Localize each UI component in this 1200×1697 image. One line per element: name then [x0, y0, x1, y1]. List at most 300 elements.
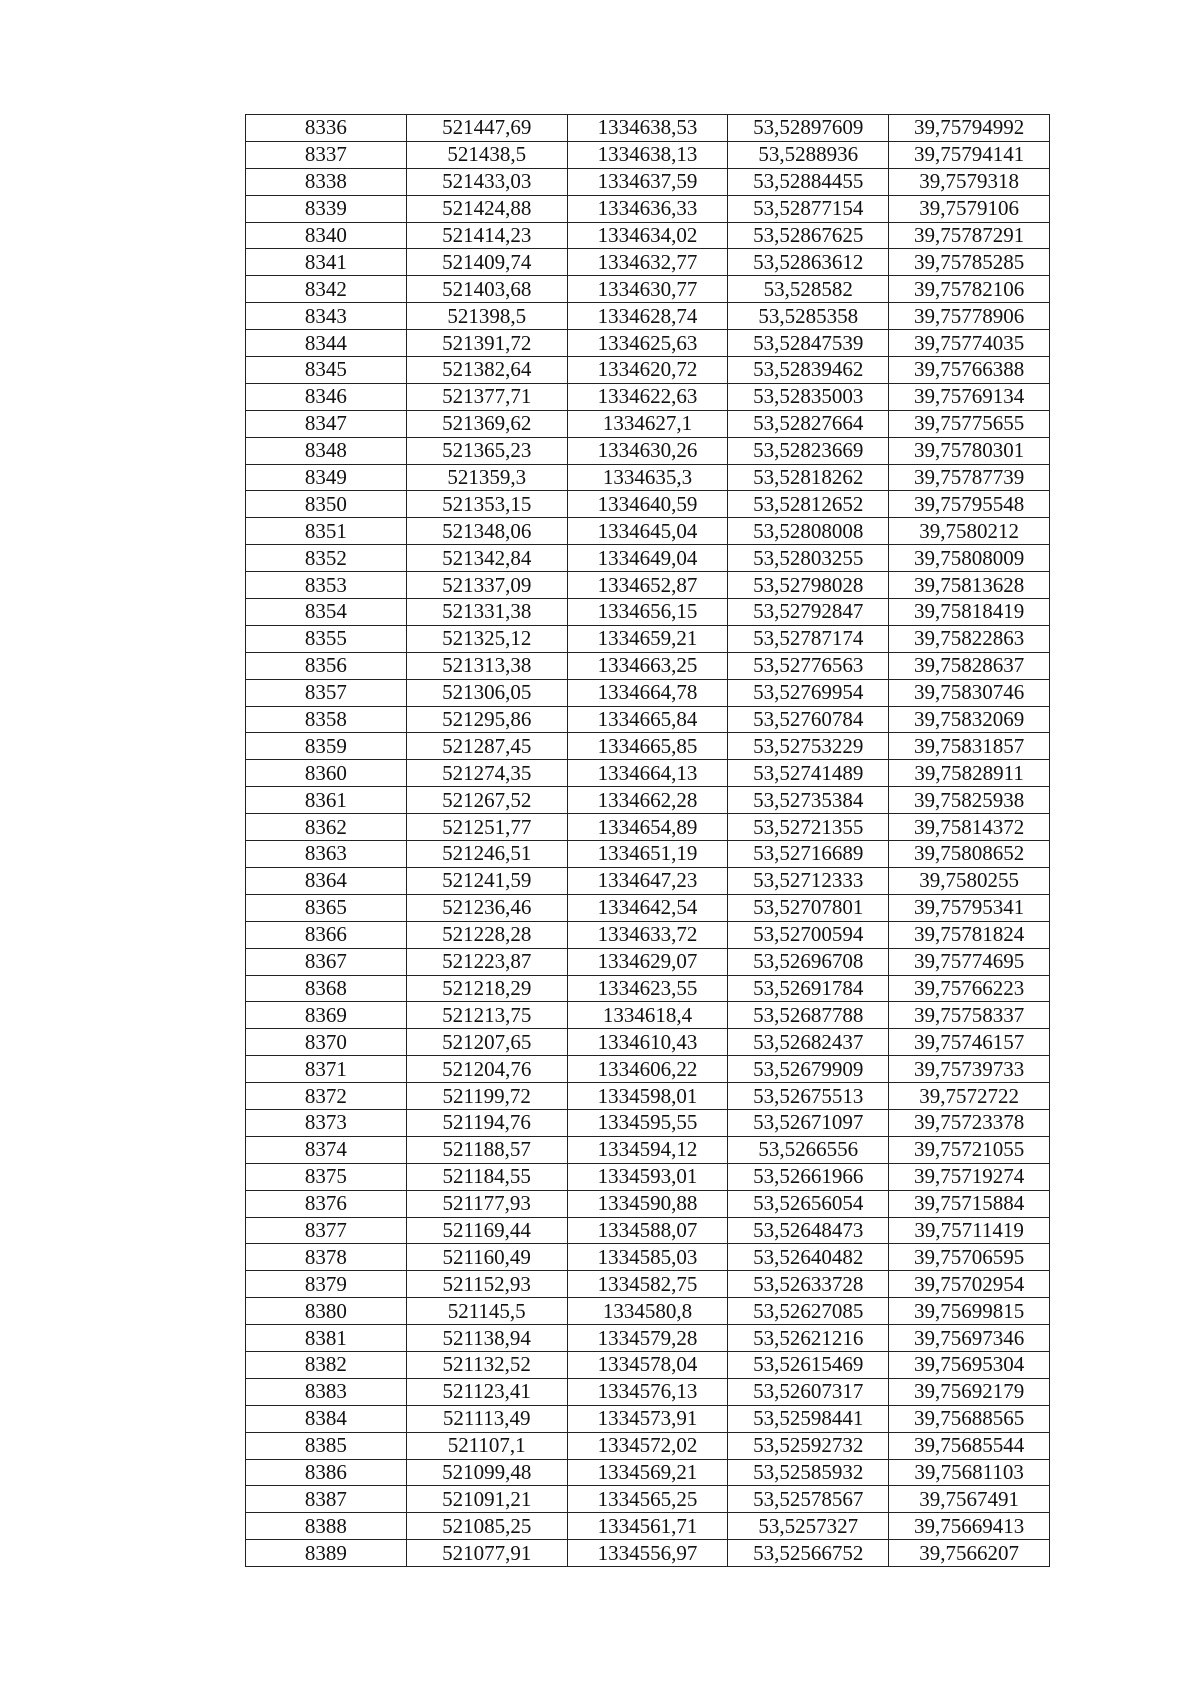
- latitude-cell: 53,52835003: [728, 383, 889, 410]
- point-number-cell: 8351: [246, 518, 407, 545]
- longitude-cell: 39,75699815: [889, 1298, 1050, 1325]
- x-coordinate-cell: 521274,35: [406, 760, 567, 787]
- point-number-cell: 8350: [246, 491, 407, 518]
- latitude-cell: 53,52598441: [728, 1405, 889, 1432]
- longitude-cell: 39,7580255: [889, 867, 1050, 894]
- y-coordinate-cell: 1334573,91: [567, 1405, 728, 1432]
- x-coordinate-cell: 521377,71: [406, 383, 567, 410]
- longitude-cell: 39,75781824: [889, 921, 1050, 948]
- table-row: [246, 867, 1050, 894]
- longitude-cell: 39,75828637: [889, 652, 1050, 679]
- latitude-cell: 53,52707801: [728, 894, 889, 921]
- y-coordinate-cell: 1334638,13: [567, 141, 728, 168]
- x-coordinate-cell: 521409,74: [406, 249, 567, 276]
- latitude-cell: 53,52607317: [728, 1378, 889, 1405]
- point-number-cell: 8359: [246, 733, 407, 760]
- latitude-cell: 53,52721355: [728, 814, 889, 841]
- y-coordinate-cell: 1334635,3: [567, 464, 728, 491]
- x-coordinate-cell: 521438,5: [406, 141, 567, 168]
- table-row: [246, 1056, 1050, 1083]
- point-number-cell: 8376: [246, 1190, 407, 1217]
- y-coordinate-cell: 1334645,04: [567, 518, 728, 545]
- longitude-cell: 39,75778906: [889, 303, 1050, 330]
- table-row: [246, 1217, 1050, 1244]
- table-row: [246, 195, 1050, 222]
- x-coordinate-cell: 521160,49: [406, 1244, 567, 1271]
- table-row: [246, 1405, 1050, 1432]
- x-coordinate-cell: 521313,38: [406, 652, 567, 679]
- table-row: [246, 1083, 1050, 1110]
- x-coordinate-cell: 521132,52: [406, 1351, 567, 1378]
- longitude-cell: 39,75721055: [889, 1136, 1050, 1163]
- y-coordinate-cell: 1334598,01: [567, 1083, 728, 1110]
- longitude-cell: 39,75775655: [889, 410, 1050, 437]
- table-row: [246, 733, 1050, 760]
- longitude-cell: 39,75795548: [889, 491, 1050, 518]
- point-number-cell: 8340: [246, 222, 407, 249]
- longitude-cell: 39,75782106: [889, 276, 1050, 303]
- y-coordinate-cell: 1334638,53: [567, 115, 728, 142]
- x-coordinate-cell: 521241,59: [406, 867, 567, 894]
- y-coordinate-cell: 1334640,59: [567, 491, 728, 518]
- table-row: [246, 545, 1050, 572]
- x-coordinate-cell: 521251,77: [406, 814, 567, 841]
- y-coordinate-cell: 1334630,77: [567, 276, 728, 303]
- y-coordinate-cell: 1334649,04: [567, 545, 728, 572]
- point-number-cell: 8361: [246, 787, 407, 814]
- latitude-cell: 53,52691784: [728, 975, 889, 1002]
- y-coordinate-cell: 1334665,84: [567, 706, 728, 733]
- point-number-cell: 8373: [246, 1109, 407, 1136]
- point-number-cell: 8343: [246, 303, 407, 330]
- longitude-cell: 39,7572722: [889, 1083, 1050, 1110]
- longitude-cell: 39,75814372: [889, 814, 1050, 841]
- latitude-cell: 53,52640482: [728, 1244, 889, 1271]
- table-row: [246, 1002, 1050, 1029]
- table-row: [246, 1351, 1050, 1378]
- y-coordinate-cell: 1334565,25: [567, 1486, 728, 1513]
- x-coordinate-cell: 521365,23: [406, 437, 567, 464]
- latitude-cell: 53,52823669: [728, 437, 889, 464]
- y-coordinate-cell: 1334630,26: [567, 437, 728, 464]
- latitude-cell: 53,5285358: [728, 303, 889, 330]
- x-coordinate-cell: 521204,76: [406, 1056, 567, 1083]
- y-coordinate-cell: 1334652,87: [567, 572, 728, 599]
- longitude-cell: 39,7579318: [889, 168, 1050, 195]
- point-number-cell: 8341: [246, 249, 407, 276]
- table-row: [246, 921, 1050, 948]
- table-row: [246, 1029, 1050, 1056]
- longitude-cell: 39,7566207: [889, 1540, 1050, 1567]
- table-row: [246, 168, 1050, 195]
- latitude-cell: 53,52776563: [728, 652, 889, 679]
- point-number-cell: 8380: [246, 1298, 407, 1325]
- longitude-cell: 39,75702954: [889, 1271, 1050, 1298]
- y-coordinate-cell: 1334664,13: [567, 760, 728, 787]
- y-coordinate-cell: 1334633,72: [567, 921, 728, 948]
- point-number-cell: 8362: [246, 814, 407, 841]
- longitude-cell: 39,7579106: [889, 195, 1050, 222]
- x-coordinate-cell: 521169,44: [406, 1217, 567, 1244]
- point-number-cell: 8371: [246, 1056, 407, 1083]
- y-coordinate-cell: 1334634,02: [567, 222, 728, 249]
- latitude-cell: 53,52671097: [728, 1109, 889, 1136]
- longitude-cell: 39,75774695: [889, 948, 1050, 975]
- x-coordinate-cell: 521267,52: [406, 787, 567, 814]
- y-coordinate-cell: 1334637,59: [567, 168, 728, 195]
- y-coordinate-cell: 1334629,07: [567, 948, 728, 975]
- latitude-cell: 53,52760784: [728, 706, 889, 733]
- point-number-cell: 8357: [246, 679, 407, 706]
- point-number-cell: 8364: [246, 867, 407, 894]
- x-coordinate-cell: 521306,05: [406, 679, 567, 706]
- y-coordinate-cell: 1334663,25: [567, 652, 728, 679]
- point-number-cell: 8366: [246, 921, 407, 948]
- x-coordinate-cell: 521199,72: [406, 1083, 567, 1110]
- table-row: [246, 975, 1050, 1002]
- y-coordinate-cell: 1334651,19: [567, 841, 728, 868]
- table-row: [246, 383, 1050, 410]
- x-coordinate-cell: 521342,84: [406, 545, 567, 572]
- longitude-cell: 39,75808009: [889, 545, 1050, 572]
- y-coordinate-cell: 1334662,28: [567, 787, 728, 814]
- y-coordinate-cell: 1334572,02: [567, 1432, 728, 1459]
- table-row: [246, 760, 1050, 787]
- y-coordinate-cell: 1334579,28: [567, 1325, 728, 1352]
- point-number-cell: 8352: [246, 545, 407, 572]
- longitude-cell: 39,75830746: [889, 679, 1050, 706]
- y-coordinate-cell: 1334659,21: [567, 625, 728, 652]
- point-number-cell: 8347: [246, 410, 407, 437]
- point-number-cell: 8386: [246, 1459, 407, 1486]
- longitude-cell: 39,75822863: [889, 625, 1050, 652]
- y-coordinate-cell: 1334585,03: [567, 1244, 728, 1271]
- y-coordinate-cell: 1334606,22: [567, 1056, 728, 1083]
- table-row: [246, 1432, 1050, 1459]
- longitude-cell: 39,75780301: [889, 437, 1050, 464]
- x-coordinate-cell: 521099,48: [406, 1459, 567, 1486]
- x-coordinate-cell: 521207,65: [406, 1029, 567, 1056]
- table-row: [246, 1378, 1050, 1405]
- table-row: [246, 706, 1050, 733]
- x-coordinate-cell: 521077,91: [406, 1540, 567, 1567]
- point-number-cell: 8379: [246, 1271, 407, 1298]
- longitude-cell: 39,75758337: [889, 1002, 1050, 1029]
- point-number-cell: 8388: [246, 1513, 407, 1540]
- latitude-cell: 53,52884455: [728, 168, 889, 195]
- x-coordinate-cell: 521424,88: [406, 195, 567, 222]
- latitude-cell: 53,52648473: [728, 1217, 889, 1244]
- y-coordinate-cell: 1334610,43: [567, 1029, 728, 1056]
- table-row: [246, 1109, 1050, 1136]
- y-coordinate-cell: 1334594,12: [567, 1136, 728, 1163]
- x-coordinate-cell: 521331,38: [406, 599, 567, 626]
- longitude-cell: 39,75785285: [889, 249, 1050, 276]
- latitude-cell: 53,52633728: [728, 1271, 889, 1298]
- table-row: [246, 464, 1050, 491]
- point-number-cell: 8368: [246, 975, 407, 1002]
- longitude-cell: 39,75794141: [889, 141, 1050, 168]
- x-coordinate-cell: 521152,93: [406, 1271, 567, 1298]
- table-row: [246, 894, 1050, 921]
- point-number-cell: 8383: [246, 1378, 407, 1405]
- latitude-cell: 53,52867625: [728, 222, 889, 249]
- table-row: [246, 276, 1050, 303]
- y-coordinate-cell: 1334556,97: [567, 1540, 728, 1567]
- table-row: [246, 948, 1050, 975]
- table-row: [246, 141, 1050, 168]
- point-number-cell: 8360: [246, 760, 407, 787]
- table-row: [246, 1459, 1050, 1486]
- latitude-cell: 53,52787174: [728, 625, 889, 652]
- x-coordinate-cell: 521213,75: [406, 1002, 567, 1029]
- longitude-cell: 39,75831857: [889, 733, 1050, 760]
- latitude-cell: 53,52627085: [728, 1298, 889, 1325]
- latitude-cell: 53,52847539: [728, 330, 889, 357]
- longitude-cell: 39,75766388: [889, 357, 1050, 384]
- y-coordinate-cell: 1334580,8: [567, 1298, 728, 1325]
- latitude-cell: 53,52812652: [728, 491, 889, 518]
- longitude-cell: 39,75787291: [889, 222, 1050, 249]
- x-coordinate-cell: 521188,57: [406, 1136, 567, 1163]
- table-row: [246, 814, 1050, 841]
- latitude-cell: 53,5257327: [728, 1513, 889, 1540]
- latitude-cell: 53,52897609: [728, 115, 889, 142]
- latitude-cell: 53,52753229: [728, 733, 889, 760]
- table-row: [246, 249, 1050, 276]
- table-row: [246, 625, 1050, 652]
- point-number-cell: 8377: [246, 1217, 407, 1244]
- longitude-cell: 39,7580212: [889, 518, 1050, 545]
- table-row: [246, 679, 1050, 706]
- table-row: [246, 437, 1050, 464]
- table-row: [246, 1163, 1050, 1190]
- point-number-cell: 8375: [246, 1163, 407, 1190]
- longitude-cell: 39,75715884: [889, 1190, 1050, 1217]
- longitude-cell: 39,75706595: [889, 1244, 1050, 1271]
- longitude-cell: 39,75669413: [889, 1513, 1050, 1540]
- y-coordinate-cell: 1334632,77: [567, 249, 728, 276]
- x-coordinate-cell: 521359,3: [406, 464, 567, 491]
- coordinates-table-body: [246, 115, 1050, 1567]
- y-coordinate-cell: 1334595,55: [567, 1109, 728, 1136]
- point-number-cell: 8356: [246, 652, 407, 679]
- y-coordinate-cell: 1334582,75: [567, 1271, 728, 1298]
- x-coordinate-cell: 521295,86: [406, 706, 567, 733]
- longitude-cell: 39,75825938: [889, 787, 1050, 814]
- x-coordinate-cell: 521348,06: [406, 518, 567, 545]
- y-coordinate-cell: 1334618,4: [567, 1002, 728, 1029]
- longitude-cell: 39,75808652: [889, 841, 1050, 868]
- longitude-cell: 39,75697346: [889, 1325, 1050, 1352]
- longitude-cell: 39,75681103: [889, 1459, 1050, 1486]
- x-coordinate-cell: 521325,12: [406, 625, 567, 652]
- longitude-cell: 39,75688565: [889, 1405, 1050, 1432]
- table-row: [246, 599, 1050, 626]
- x-coordinate-cell: 521194,76: [406, 1109, 567, 1136]
- latitude-cell: 53,5266556: [728, 1136, 889, 1163]
- table-row: [246, 1190, 1050, 1217]
- y-coordinate-cell: 1334593,01: [567, 1163, 728, 1190]
- longitude-cell: 39,75719274: [889, 1163, 1050, 1190]
- table-row: [246, 303, 1050, 330]
- x-coordinate-cell: 521369,62: [406, 410, 567, 437]
- point-number-cell: 8384: [246, 1405, 407, 1432]
- longitude-cell: 39,75711419: [889, 1217, 1050, 1244]
- y-coordinate-cell: 1334647,23: [567, 867, 728, 894]
- table-row: [246, 410, 1050, 437]
- x-coordinate-cell: 521113,49: [406, 1405, 567, 1432]
- x-coordinate-cell: 521287,45: [406, 733, 567, 760]
- x-coordinate-cell: 521246,51: [406, 841, 567, 868]
- point-number-cell: 8385: [246, 1432, 407, 1459]
- latitude-cell: 53,52741489: [728, 760, 889, 787]
- x-coordinate-cell: 521218,29: [406, 975, 567, 1002]
- point-number-cell: 8369: [246, 1002, 407, 1029]
- longitude-cell: 39,75787739: [889, 464, 1050, 491]
- point-number-cell: 8374: [246, 1136, 407, 1163]
- latitude-cell: 53,52687788: [728, 1002, 889, 1029]
- y-coordinate-cell: 1334620,72: [567, 357, 728, 384]
- longitude-cell: 39,75794992: [889, 115, 1050, 142]
- point-number-cell: 8342: [246, 276, 407, 303]
- table-row: [246, 1271, 1050, 1298]
- table-row: [246, 1513, 1050, 1540]
- latitude-cell: 53,52839462: [728, 357, 889, 384]
- x-coordinate-cell: 521382,64: [406, 357, 567, 384]
- y-coordinate-cell: 1334561,71: [567, 1513, 728, 1540]
- table-row: [246, 572, 1050, 599]
- latitude-cell: 53,52656054: [728, 1190, 889, 1217]
- latitude-cell: 53,52877154: [728, 195, 889, 222]
- latitude-cell: 53,52682437: [728, 1029, 889, 1056]
- y-coordinate-cell: 1334628,74: [567, 303, 728, 330]
- x-coordinate-cell: 521145,5: [406, 1298, 567, 1325]
- x-coordinate-cell: 521228,28: [406, 921, 567, 948]
- x-coordinate-cell: 521447,69: [406, 115, 567, 142]
- x-coordinate-cell: 521091,21: [406, 1486, 567, 1513]
- longitude-cell: 39,75692179: [889, 1378, 1050, 1405]
- table-row: [246, 1136, 1050, 1163]
- latitude-cell: 53,52712333: [728, 867, 889, 894]
- longitude-cell: 39,75746157: [889, 1029, 1050, 1056]
- point-number-cell: 8346: [246, 383, 407, 410]
- latitude-cell: 53,5288936: [728, 141, 889, 168]
- point-number-cell: 8344: [246, 330, 407, 357]
- longitude-cell: 39,75769134: [889, 383, 1050, 410]
- longitude-cell: 39,75813628: [889, 572, 1050, 599]
- table-row: [246, 1298, 1050, 1325]
- latitude-cell: 53,52716689: [728, 841, 889, 868]
- latitude-cell: 53,52735384: [728, 787, 889, 814]
- longitude-cell: 39,75774035: [889, 330, 1050, 357]
- y-coordinate-cell: 1334642,54: [567, 894, 728, 921]
- latitude-cell: 53,52661966: [728, 1163, 889, 1190]
- longitude-cell: 39,75695304: [889, 1351, 1050, 1378]
- table-row: [246, 1486, 1050, 1513]
- latitude-cell: 53,52566752: [728, 1540, 889, 1567]
- x-coordinate-cell: 521138,94: [406, 1325, 567, 1352]
- y-coordinate-cell: 1334654,89: [567, 814, 728, 841]
- x-coordinate-cell: 521184,55: [406, 1163, 567, 1190]
- latitude-cell: 53,528582: [728, 276, 889, 303]
- point-number-cell: 8348: [246, 437, 407, 464]
- longitude-cell: 39,75766223: [889, 975, 1050, 1002]
- latitude-cell: 53,52675513: [728, 1083, 889, 1110]
- point-number-cell: 8363: [246, 841, 407, 868]
- longitude-cell: 39,75818419: [889, 599, 1050, 626]
- y-coordinate-cell: 1334623,55: [567, 975, 728, 1002]
- table-row: [246, 115, 1050, 142]
- latitude-cell: 53,52679909: [728, 1056, 889, 1083]
- latitude-cell: 53,52592732: [728, 1432, 889, 1459]
- table-row: [246, 841, 1050, 868]
- x-coordinate-cell: 521414,23: [406, 222, 567, 249]
- latitude-cell: 53,52615469: [728, 1351, 889, 1378]
- x-coordinate-cell: 521398,5: [406, 303, 567, 330]
- longitude-cell: 39,75685544: [889, 1432, 1050, 1459]
- latitude-cell: 53,52578567: [728, 1486, 889, 1513]
- point-number-cell: 8387: [246, 1486, 407, 1513]
- latitude-cell: 53,52696708: [728, 948, 889, 975]
- point-number-cell: 8389: [246, 1540, 407, 1567]
- point-number-cell: 8358: [246, 706, 407, 733]
- point-number-cell: 8378: [246, 1244, 407, 1271]
- longitude-cell: 39,7567491: [889, 1486, 1050, 1513]
- table-row: [246, 1244, 1050, 1271]
- point-number-cell: 8349: [246, 464, 407, 491]
- y-coordinate-cell: 1334576,13: [567, 1378, 728, 1405]
- y-coordinate-cell: 1334636,33: [567, 195, 728, 222]
- point-number-cell: 8336: [246, 115, 407, 142]
- table-row: [246, 222, 1050, 249]
- point-number-cell: 8353: [246, 572, 407, 599]
- longitude-cell: 39,75723378: [889, 1109, 1050, 1136]
- latitude-cell: 53,52818262: [728, 464, 889, 491]
- y-coordinate-cell: 1334627,1: [567, 410, 728, 437]
- x-coordinate-cell: 521223,87: [406, 948, 567, 975]
- x-coordinate-cell: 521236,46: [406, 894, 567, 921]
- point-number-cell: 8372: [246, 1083, 407, 1110]
- latitude-cell: 53,52798028: [728, 572, 889, 599]
- y-coordinate-cell: 1334578,04: [567, 1351, 728, 1378]
- point-number-cell: 8338: [246, 168, 407, 195]
- table-row: [246, 1325, 1050, 1352]
- table-row: [246, 518, 1050, 545]
- point-number-cell: 8339: [246, 195, 407, 222]
- table-row: [246, 357, 1050, 384]
- point-number-cell: 8370: [246, 1029, 407, 1056]
- y-coordinate-cell: 1334656,15: [567, 599, 728, 626]
- latitude-cell: 53,52827664: [728, 410, 889, 437]
- latitude-cell: 53,52803255: [728, 545, 889, 572]
- point-number-cell: 8355: [246, 625, 407, 652]
- y-coordinate-cell: 1334665,85: [567, 733, 728, 760]
- x-coordinate-cell: 521107,1: [406, 1432, 567, 1459]
- coordinates-table: [245, 114, 1050, 1567]
- point-number-cell: 8337: [246, 141, 407, 168]
- table-row: [246, 1540, 1050, 1567]
- point-number-cell: 8345: [246, 357, 407, 384]
- y-coordinate-cell: 1334664,78: [567, 679, 728, 706]
- x-coordinate-cell: 521085,25: [406, 1513, 567, 1540]
- longitude-cell: 39,75832069: [889, 706, 1050, 733]
- latitude-cell: 53,52700594: [728, 921, 889, 948]
- longitude-cell: 39,75739733: [889, 1056, 1050, 1083]
- longitude-cell: 39,75828911: [889, 760, 1050, 787]
- latitude-cell: 53,52769954: [728, 679, 889, 706]
- latitude-cell: 53,52585932: [728, 1459, 889, 1486]
